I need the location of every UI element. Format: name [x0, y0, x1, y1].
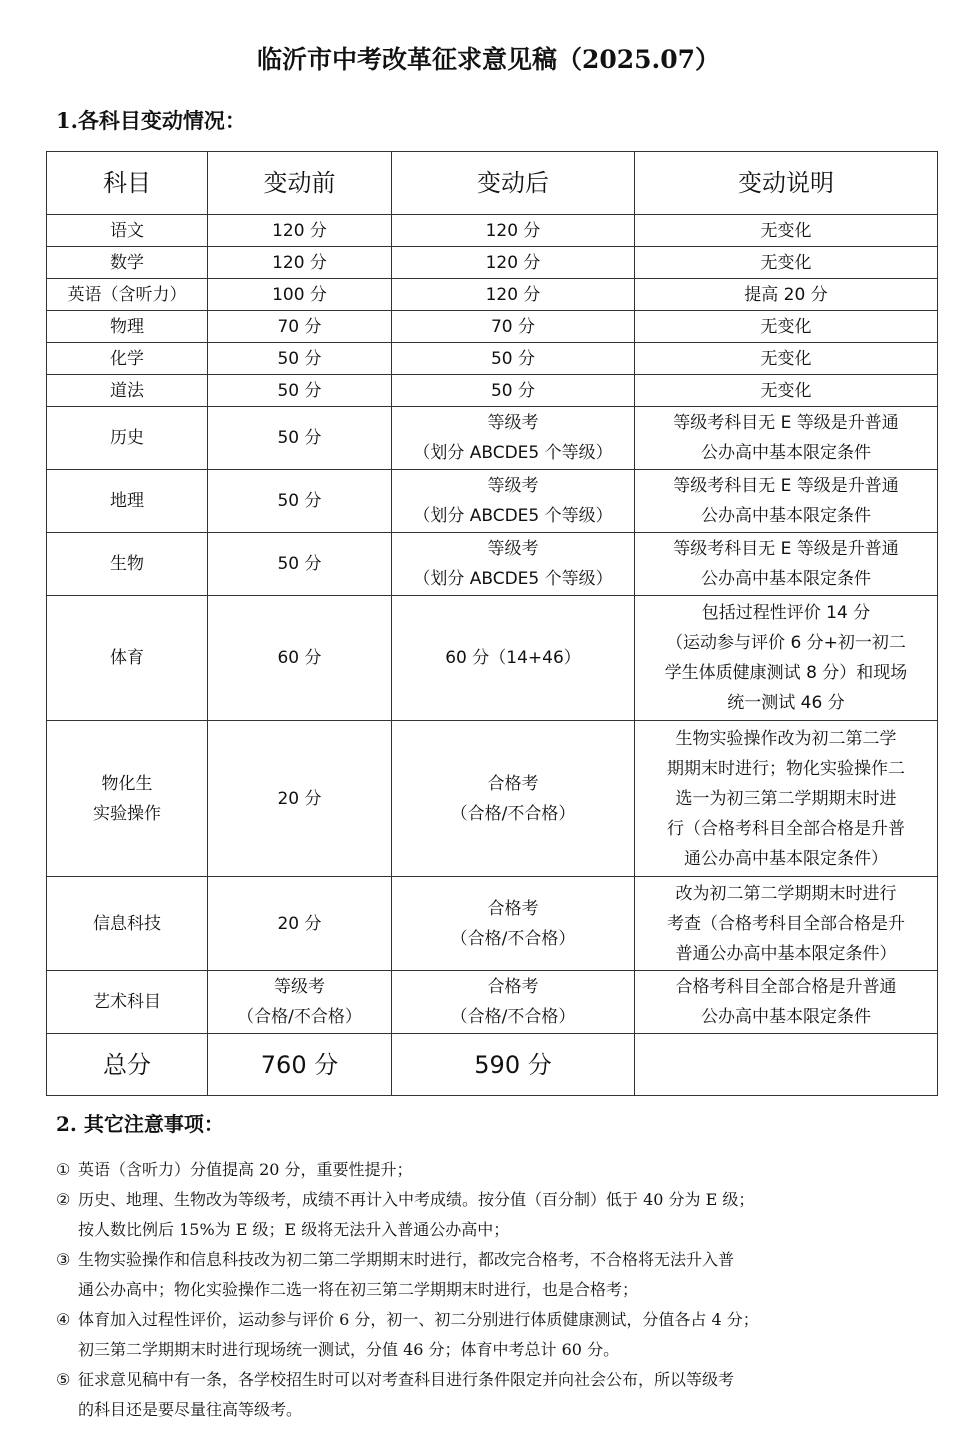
table-row [47, 279, 938, 311]
cell-before [208, 470, 392, 533]
note-text: 通公办高中；物化实验操作二选一将在初三第二学期期末时进行，也是合格考； [78, 1280, 639, 1299]
table-row [47, 721, 938, 877]
cell-before [208, 407, 392, 470]
cell-subject-line: 历史 [110, 428, 144, 448]
cell-note-line: 统一测试 46 分 [727, 693, 845, 713]
cell-after-line: （合格/不合格） [450, 928, 576, 949]
cell-note-line: 无变化 [760, 348, 812, 369]
cell-before-line: 120 分 [272, 252, 327, 273]
cell-note-line: 包括过程性评价 14 分 [701, 603, 871, 623]
total-label: 总分 [47, 1034, 208, 1096]
cell-before-line: 等级考 [274, 977, 325, 997]
cell-note-line: 公办高中基本限定条件 [701, 569, 871, 589]
cell-after [392, 721, 635, 877]
cell-before-line: 50 分 [277, 554, 322, 574]
cell-note-line: 等级考科目无 E 等级是升普通 [673, 539, 899, 559]
cell-subject [47, 721, 208, 877]
cell-subject [47, 279, 208, 311]
table-row [47, 311, 938, 343]
cell-after-line: 50 分 [490, 348, 536, 369]
cell-after [392, 971, 635, 1034]
note-text: 英语（含听力）分值提高 20 分，重要性提升； [78, 1160, 413, 1179]
cell-after [392, 596, 635, 721]
note-item [56, 1305, 936, 1365]
total-row [47, 1034, 938, 1096]
cell-before [208, 877, 392, 971]
cell-after-line: （划分 ABCDE5 个等级） [413, 506, 613, 526]
cell-after [392, 470, 635, 533]
cell-note-line: 公办高中基本限定条件 [701, 1007, 871, 1027]
cell-after [392, 215, 635, 247]
cell-after-line: 50 分 [490, 380, 536, 401]
cell-subject [47, 311, 208, 343]
cell-before [208, 247, 392, 279]
cell-subject-line: 英语（含听力） [67, 284, 187, 305]
cell-subject-line: 物理 [110, 316, 144, 337]
cell-subject-line: 实验操作 [93, 803, 161, 824]
cell-note-line: 合格考科目全部合格是升普通 [675, 977, 897, 997]
cell-subject [47, 596, 208, 721]
note-item [56, 1365, 936, 1425]
cell-subject-line: 体育 [110, 648, 144, 668]
cell-after-line: 120 分 [485, 220, 541, 241]
cell-note-line: 选一为初三第二学期期末时进 [675, 788, 897, 809]
note-text: 征求意见稿中有一条，各学校招生时可以对考查科目进行条件限定并向社会公布，所以等级考 [78, 1370, 735, 1389]
cell-before-line: 50 分 [277, 348, 322, 369]
table-header-row [47, 152, 938, 215]
note-item [56, 1185, 936, 1245]
note-number: ② [56, 1190, 71, 1209]
cell-note-line: 行（合格考科目全部合格是升普 [667, 818, 905, 839]
table-row [47, 247, 938, 279]
cell-subject-line: 语文 [110, 220, 144, 241]
cell-note-line: 等级考科目无 E 等级是升普通 [673, 413, 899, 433]
table-row [47, 375, 938, 407]
note-number: ④ [56, 1310, 71, 1329]
cell-before [208, 375, 392, 407]
cell-subject-line: 艺术科目 [93, 992, 161, 1012]
cell-after-line: 120 分 [485, 284, 541, 305]
cell-subject-line: 道法 [110, 380, 144, 401]
header-after: 变动后 [392, 152, 635, 215]
cell-after-line: 120 分 [485, 252, 541, 273]
cell-after [392, 533, 635, 596]
cell-note [635, 407, 938, 470]
section-2-heading: 2. 其它注意事项： [56, 1112, 224, 1136]
cell-before [208, 311, 392, 343]
cell-subject [47, 247, 208, 279]
cell-after-line: （划分 ABCDE5 个等级） [413, 443, 613, 463]
cell-subject-line: 信息科技 [93, 913, 161, 934]
cell-subject-line: 物化生 [101, 773, 153, 794]
cell-before [208, 533, 392, 596]
cell-before [208, 971, 392, 1034]
cell-note [635, 596, 938, 721]
cell-note [635, 279, 938, 311]
total-note [635, 1034, 938, 1096]
table-row [47, 596, 938, 721]
header-subject: 科目 [47, 152, 208, 215]
table-row [47, 971, 938, 1034]
cell-before [208, 215, 392, 247]
cell-after [392, 343, 635, 375]
cell-subject-line: 地理 [110, 491, 144, 511]
table-row [47, 407, 938, 470]
table-row [47, 215, 938, 247]
cell-after-line: 合格考 [487, 977, 539, 997]
note-item [56, 1155, 936, 1185]
cell-note [635, 470, 938, 533]
note-text: 体育加入过程性评价，运动参与评价 6 分，初一、初二分别进行体质健康测试，分值各占 4 分； [78, 1310, 759, 1329]
cell-before-line: 120 分 [272, 220, 327, 241]
cell-before-line: 50 分 [277, 428, 322, 448]
note-number: ⑤ [56, 1370, 71, 1389]
cell-before-line: 50 分 [277, 380, 322, 401]
cell-note-line: （运动参与评价 6 分+初一初二 [666, 633, 906, 653]
table-row [47, 343, 938, 375]
header-before: 变动前 [208, 152, 392, 215]
cell-note-line: 普通公办高中基本限定条件） [675, 943, 897, 964]
header-note: 变动说明 [635, 152, 938, 215]
cell-after-line: 60 分（14+46） [445, 648, 581, 668]
cell-subject-line: 化学 [110, 348, 144, 369]
cell-note-line: 无变化 [760, 252, 812, 273]
cell-note-line: 无变化 [760, 220, 812, 241]
cell-subject [47, 215, 208, 247]
cell-after-line: 等级考 [487, 413, 539, 433]
cell-before-line: 20 分 [277, 913, 322, 934]
cell-note-line: 无变化 [760, 316, 812, 337]
cell-after [392, 407, 635, 470]
cell-note [635, 971, 938, 1034]
cell-note-line: 提高 20 分 [744, 284, 828, 305]
cell-before [208, 279, 392, 311]
cell-note-line: 通公办高中基本限定条件） [684, 848, 888, 869]
cell-after-line: 合格考 [487, 773, 539, 794]
cell-after-line: 等级考 [487, 539, 539, 559]
note-text: 历史、地理、生物改为等级考，成绩不再计入中考成绩。按分值（百分制）低于 40 分为 E 级； [78, 1190, 755, 1209]
cell-subject-line: 生物 [110, 554, 144, 574]
cell-before-line: 50 分 [277, 491, 322, 511]
cell-note [635, 247, 938, 279]
cell-before-line: （合格/不合格） [237, 1007, 362, 1027]
document-title: 临沂市中考改革征求意见稿（2025.07） [256, 45, 721, 74]
subject-changes-table [46, 151, 938, 1096]
cell-note [635, 877, 938, 971]
cell-before-line: 100 分 [272, 284, 327, 305]
note-text: 按人数比例后 15%为 E 级；E 级将无法升入普通公办高中； [78, 1220, 510, 1239]
cell-note-line: 等级考科目无 E 等级是升普通 [673, 476, 899, 496]
cell-after [392, 279, 635, 311]
cell-note [635, 215, 938, 247]
notes-list [56, 1155, 936, 1425]
cell-before-line: 20 分 [277, 788, 322, 809]
cell-after-line: （划分 ABCDE5 个等级） [413, 569, 613, 589]
cell-subject [47, 343, 208, 375]
table-row [47, 533, 938, 596]
cell-subject [47, 407, 208, 470]
cell-subject [47, 470, 208, 533]
cell-before-line: 60 分 [277, 648, 322, 668]
note-text: 生物实验操作和信息科技改为初二第二学期期末时进行，都改完合格考，不合格将无法升入普 [78, 1250, 735, 1269]
cell-note-line: 期期末时进行；物化实验操作二 [667, 758, 905, 779]
cell-after [392, 311, 635, 343]
cell-note-line: 无变化 [760, 380, 812, 401]
cell-note [635, 533, 938, 596]
cell-note [635, 375, 938, 407]
cell-note-line: 公办高中基本限定条件 [701, 506, 871, 526]
total-before: 760 分 [208, 1034, 392, 1096]
cell-after [392, 247, 635, 279]
cell-subject [47, 971, 208, 1034]
total-after: 590 分 [392, 1034, 635, 1096]
note-number: ① [56, 1160, 71, 1179]
cell-before [208, 343, 392, 375]
cell-subject [47, 877, 208, 971]
cell-after-line: 等级考 [487, 476, 539, 496]
table-row [47, 877, 938, 971]
cell-subject [47, 533, 208, 596]
cell-after-line: 合格考 [487, 898, 539, 919]
cell-note-line: 考查（合格考科目全部合格是升 [667, 913, 905, 934]
cell-after-line: （合格/不合格） [450, 1007, 576, 1027]
cell-before [208, 596, 392, 721]
cell-after [392, 375, 635, 407]
cell-note-line: 改为初二第二学期期末时进行 [675, 883, 897, 904]
cell-after-line: 70 分 [490, 316, 536, 337]
section-1-heading: 1.各科目变动情况： [56, 108, 246, 133]
note-text: 初三第二学期期末时进行现场统一测试，分值 46 分；体育中考总计 60 分。 [78, 1340, 620, 1359]
cell-note-line: 学生体质健康测试 8 分）和现场 [664, 663, 908, 683]
note-text: 的科目还是要尽量往高等级考。 [78, 1400, 303, 1419]
cell-note [635, 311, 938, 343]
table-row [47, 470, 938, 533]
cell-note [635, 721, 938, 877]
cell-before [208, 721, 392, 877]
cell-before-line: 70 分 [277, 316, 322, 337]
cell-after [392, 877, 635, 971]
cell-after-line: （合格/不合格） [450, 803, 576, 824]
cell-subject-line: 数学 [110, 252, 144, 273]
cell-subject [47, 375, 208, 407]
cell-note-line: 公办高中基本限定条件 [701, 443, 871, 463]
cell-note [635, 343, 938, 375]
note-number: ③ [56, 1250, 71, 1269]
table-body [47, 215, 938, 1034]
note-item [56, 1245, 936, 1305]
cell-note-line: 生物实验操作改为初二第二学 [675, 728, 897, 749]
